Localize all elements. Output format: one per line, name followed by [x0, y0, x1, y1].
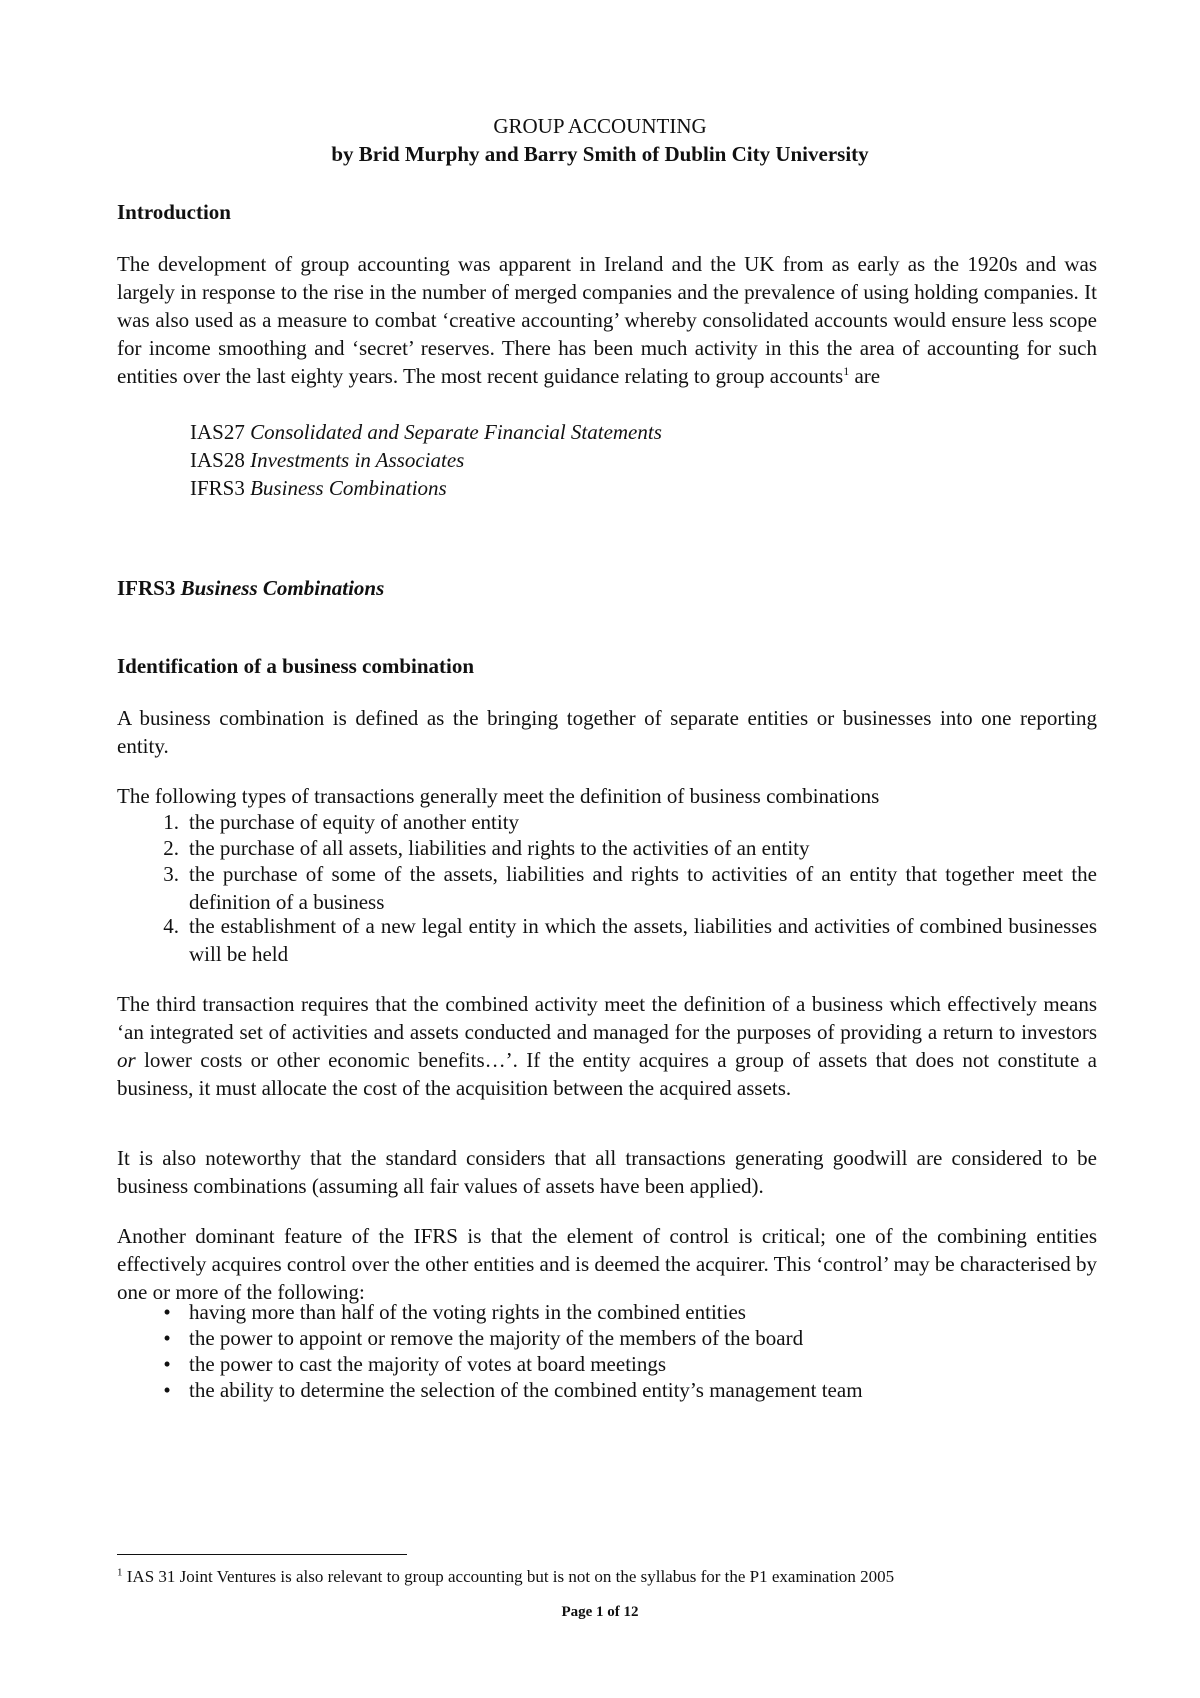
standard-code: IAS27	[190, 420, 251, 444]
third-paragraph-or: or	[117, 1048, 136, 1072]
list-item-text: the purchase of equity of another entity	[189, 810, 520, 834]
ifrs3-heading-name: Business Combinations	[180, 576, 385, 600]
document-byline: by Brid Murphy and Barry Smith of Dublin City University	[331, 142, 869, 166]
definition-paragraph: A business combination is defined as the bringing together of separate entities or businesses into one reporting entity.	[117, 706, 1097, 758]
bullet-icon: •	[163, 1352, 171, 1376]
standard-item	[190, 418, 662, 446]
standard-code: IAS28	[190, 448, 251, 472]
intro-paragraph-text: The development of group accounting was apparent in Ireland and the UK from as early as the 1920s and was largely in response to the rise in the number of merged companies and the prevalence of using holding companies. It was also used as a measure to combat ‘creative accounting’ whereby consolidated accounts would ensure less scope for income smoothing and ‘secret’ reserves. There has been much activity in this the area of accounting for such entities over the last eighty years. The most recent guidance relating to group accounts	[117, 252, 1097, 388]
third-transaction-paragraph	[117, 990, 1097, 1102]
document-title: GROUP ACCOUNTING	[493, 114, 707, 138]
bullet-text: having more than half of the voting rights in the combined entities	[189, 1300, 746, 1324]
bullet-icon: •	[163, 1326, 171, 1350]
bullet-text: the ability to determine the selection of the combined entity’s management team	[189, 1378, 863, 1402]
third-paragraph-part-a: The third transaction requires that the combined activity meet the definition of a business which effectively means ‘an integrated set of activities and assets conducted and managed for the purposes of providing a return to investors	[117, 992, 1097, 1044]
bullet-text: the power to appoint or remove the majority of the members of the board	[189, 1326, 804, 1350]
intro-paragraph	[117, 250, 1097, 390]
bullet-icon: •	[163, 1300, 171, 1324]
page-number: Page 1 of 12	[561, 1604, 639, 1620]
standards-list	[190, 418, 662, 502]
standard-name: Investments in Associates	[250, 448, 465, 472]
standard-item	[190, 446, 662, 474]
standard-item	[190, 474, 662, 502]
standard-code: IFRS3	[190, 476, 251, 500]
standard-name: Business Combinations	[250, 476, 447, 500]
section-heading-identification: Identification of a business combination	[117, 654, 475, 678]
list-item-number: 2.	[163, 836, 179, 860]
footnote-reference[interactable]: 1	[843, 364, 850, 378]
ifrs3-heading-code: IFRS3	[117, 576, 181, 600]
list-item-text: the purchase of all assets, liabilities and rights to the activities of an entity	[189, 836, 810, 860]
footnote-marker: 1	[117, 1566, 123, 1579]
section-heading-ifrs3	[117, 574, 384, 602]
footnote-divider	[117, 1554, 407, 1555]
list-item-number: 3.	[163, 862, 179, 886]
bullet-text: the power to cast the majority of votes at board meetings	[189, 1352, 667, 1376]
standard-name: Consolidated and Separate Financial Statements	[250, 420, 662, 444]
bullet-icon: •	[163, 1378, 171, 1402]
intro-paragraph-end: are	[849, 364, 881, 388]
list-item-number: 4.	[163, 914, 179, 938]
section-heading-introduction: Introduction	[117, 200, 231, 224]
list-intro-paragraph: The following types of transactions generally meet the definition of business combinations	[117, 784, 880, 808]
footnote-text: IAS 31 Joint Ventures is also relevant to group accounting but is not on the syllabus for the P1 examination 2005	[122, 1567, 895, 1586]
goodwill-paragraph: It is also noteworthy that the standard considers that all transactions generating goodwill are considered to be business combinations (assuming all fair values of assets have been applied).	[117, 1146, 1097, 1198]
footnote	[117, 1566, 894, 1588]
list-item-number: 1.	[163, 810, 179, 834]
control-paragraph: Another dominant feature of the IFRS is that the element of control is critical; one of the combining entities effectively acquires control over the other entities and is deemed the acquirer. This ‘control’ may be characterised by one or more of the following:	[117, 1224, 1097, 1304]
third-paragraph-part-b: lower costs or other economic benefits…’. If the entity acquires a group of assets that does not constitute a business, it must allocate the cost of the acquisition between the acquired assets.	[117, 1048, 1097, 1100]
list-item-text: the establishment of a new legal entity in which the assets, liabilities and activities of combined businesses will be held	[189, 914, 1097, 966]
list-item-text: the purchase of some of the assets, liabilities and rights to activities of an entity that together meet the definition of a business	[189, 862, 1097, 914]
